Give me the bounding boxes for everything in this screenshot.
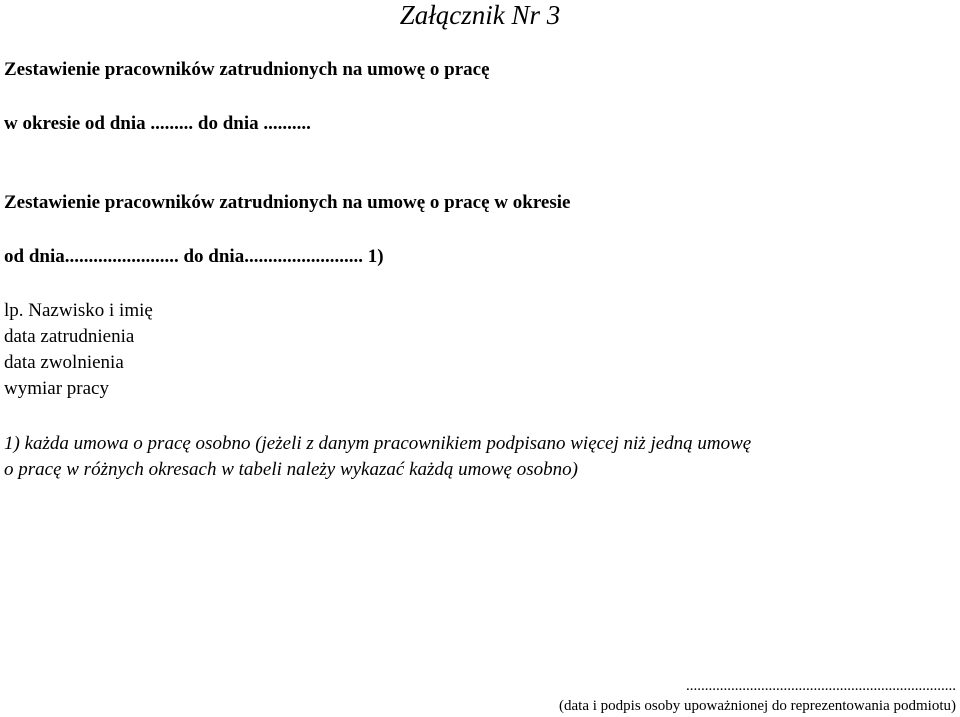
heading-2-line-2: od dnia........................ do dnia......................... 1): [4, 246, 384, 267]
heading-2-line-1: Zestawienie pracowników zatrudnionych na umowę o pracę w okresie: [4, 192, 571, 213]
column-label-name: lp. Nazwisko i imię: [4, 300, 153, 321]
heading-1-line-2: w okresie od dnia ......... do dnia ..........: [4, 113, 311, 134]
column-label-employment-date: data zatrudnienia: [4, 326, 135, 347]
signature-caption: (data i podpis osoby upoważnionej do reprezentowania podmiotu): [559, 698, 956, 714]
footnote-line-2: o pracę w różnych okresach w tabeli należy wykazać każdą umowę osobno): [4, 459, 578, 480]
column-label-dismissal-date: data zwolnienia: [4, 352, 124, 373]
footnote-line-1: 1) każda umowa o pracę osobno (jeżeli z danym pracownikiem podpisano więcej niż jedną umowę: [4, 433, 752, 454]
heading-1-line-1: Zestawienie pracowników zatrudnionych na umowę o pracę: [4, 59, 490, 80]
document-title: Załącznik Nr 3: [399, 0, 561, 30]
column-label-work-time: wymiar pracy: [4, 378, 109, 399]
signature-line: ........................................................................: [686, 678, 956, 694]
